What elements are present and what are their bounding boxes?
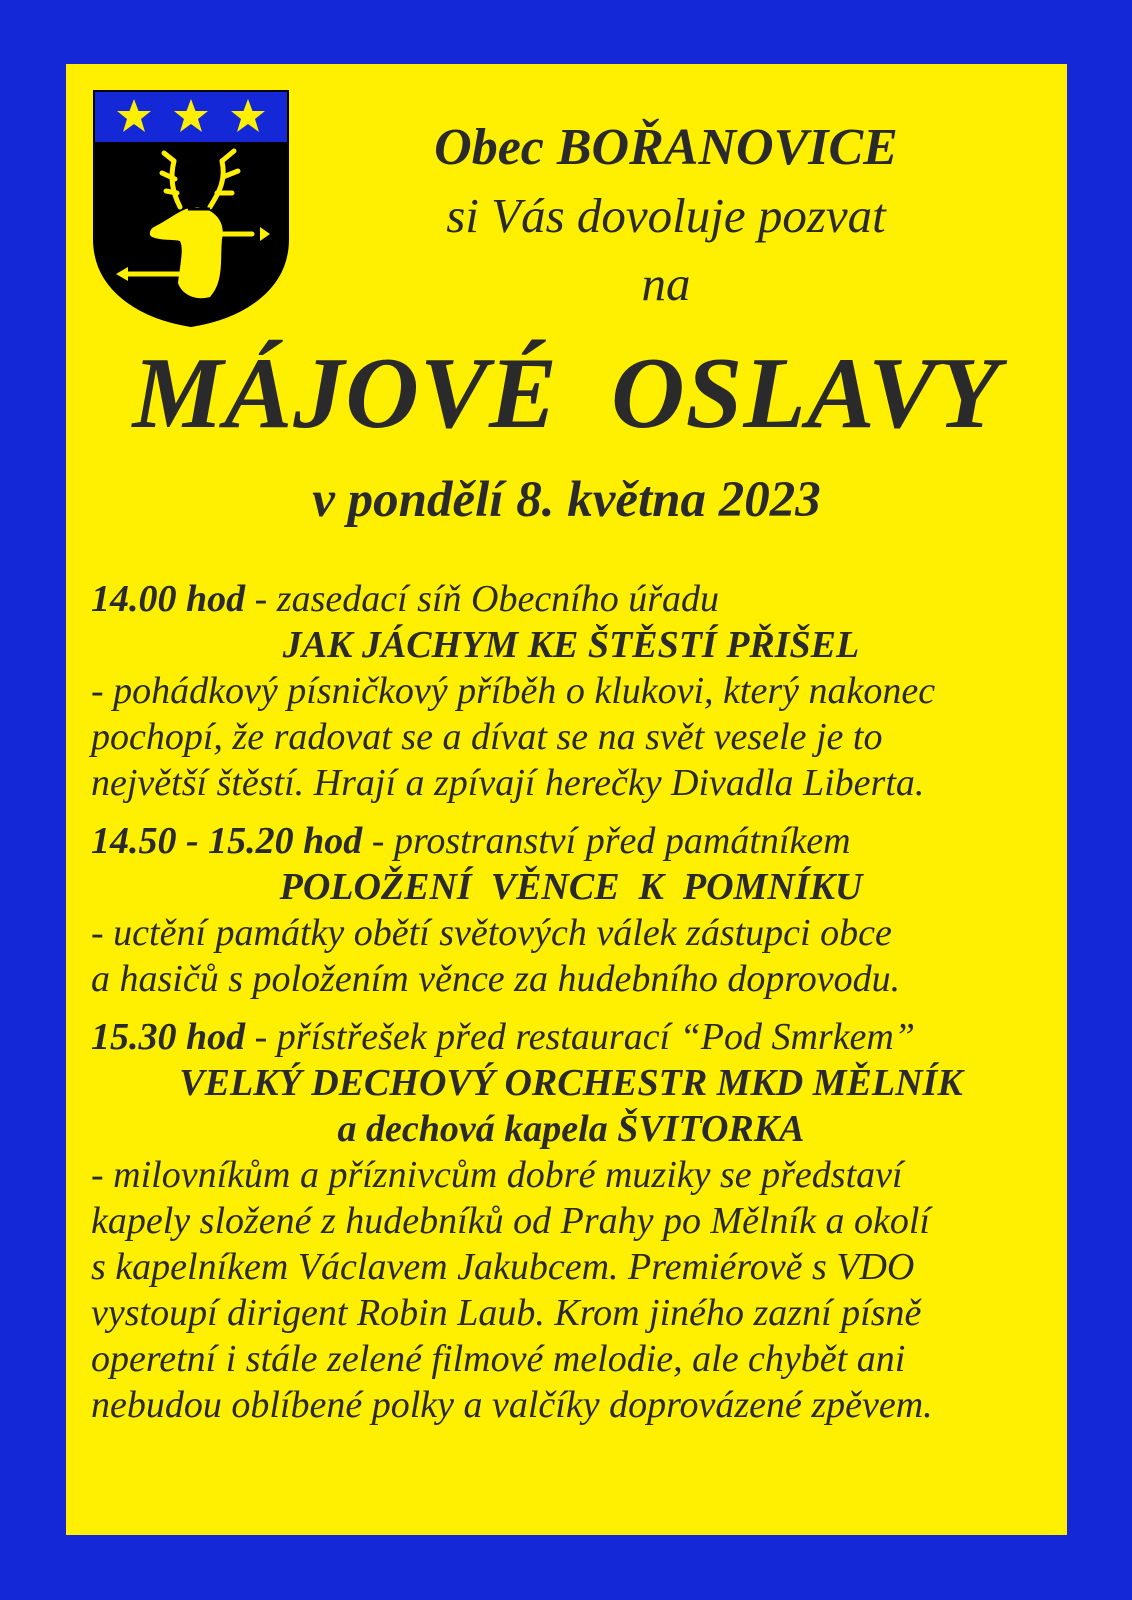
event-time: 15.30 hod — [91, 1016, 246, 1058]
event-description-line: - uctění památky obětí světových válek zástupci obce — [91, 912, 892, 954]
event-time-place — [91, 576, 1051, 622]
event-title: JAK JÁCHYM KE ŠTĚSTÍ PŘIŠEL — [282, 624, 860, 666]
municipality-name: Obec BOŘANOVICE — [434, 119, 898, 176]
event-description-line: - pohádkový písničkový příběh o klukovi, který nakonec — [91, 670, 936, 712]
poster — [66, 64, 1067, 1535]
event-time-place — [91, 1014, 1051, 1060]
event-date: v pondělí 8. května 2023 — [312, 472, 821, 528]
event-subtitle: a dechová kapela ŠVITORKA — [337, 1108, 805, 1150]
event-description-line: pochopí, že radovat se a dívat se na svět vesele je to — [91, 716, 883, 758]
event-time: 14.00 hod — [91, 578, 246, 620]
event-1 — [91, 576, 1051, 806]
event-description-line: kapely složené z hudebníků od Prahy po Mělník a okolí — [91, 1200, 930, 1242]
event-place: - prostranství před památníkem — [362, 820, 851, 862]
invitation-line-na: na — [641, 256, 691, 311]
event-description-line: vystoupí dirigent Robin Laub. Krom jiného zazní písně — [91, 1292, 922, 1334]
invitation-line: si Vás dovoluje pozvat — [446, 188, 886, 243]
event-description-line: největší štěstí. Hrají a zpívají herečky Divadla Liberta. — [91, 762, 925, 804]
event-description-line: - milovníkům a příznivcům dobré muziky se představí — [91, 1154, 903, 1196]
event-title: VELKÝ DECHOVÝ ORCHESTR MKD MĚLNÍK — [179, 1062, 963, 1104]
event-title: POLOŽENÍ VĚNCE K POMNÍKU — [279, 866, 863, 908]
event-time-place — [91, 818, 1051, 864]
coat-of-arms-deer-icon — [92, 89, 290, 327]
page-title: MÁJOVÉ OSLAVY — [132, 337, 1001, 450]
event-description-line: operetní i stále zelené filmové melodie, ale chybět ani — [91, 1338, 906, 1380]
event-description-line: s kapelníkem Václavem Jakubcem. Premiérově s VDO — [91, 1246, 915, 1288]
event-3 — [91, 1014, 1051, 1428]
header — [366, 114, 966, 318]
event-2 — [91, 818, 1051, 1002]
event-description-line: a hasičů s položením věnce za hudebního doprovodu. — [91, 958, 901, 1000]
event-place: - přístřešek před restaurací “Pod Smrkem” — [245, 1016, 916, 1058]
event-place: - zasedací síň Obecního úřadu — [245, 578, 720, 620]
event-time: 14.50 - 15.20 hod — [91, 820, 363, 862]
event-description-line: nebudou oblíbené polky a valčíky doprovázené zpěvem. — [91, 1384, 933, 1426]
program — [91, 576, 1051, 1440]
